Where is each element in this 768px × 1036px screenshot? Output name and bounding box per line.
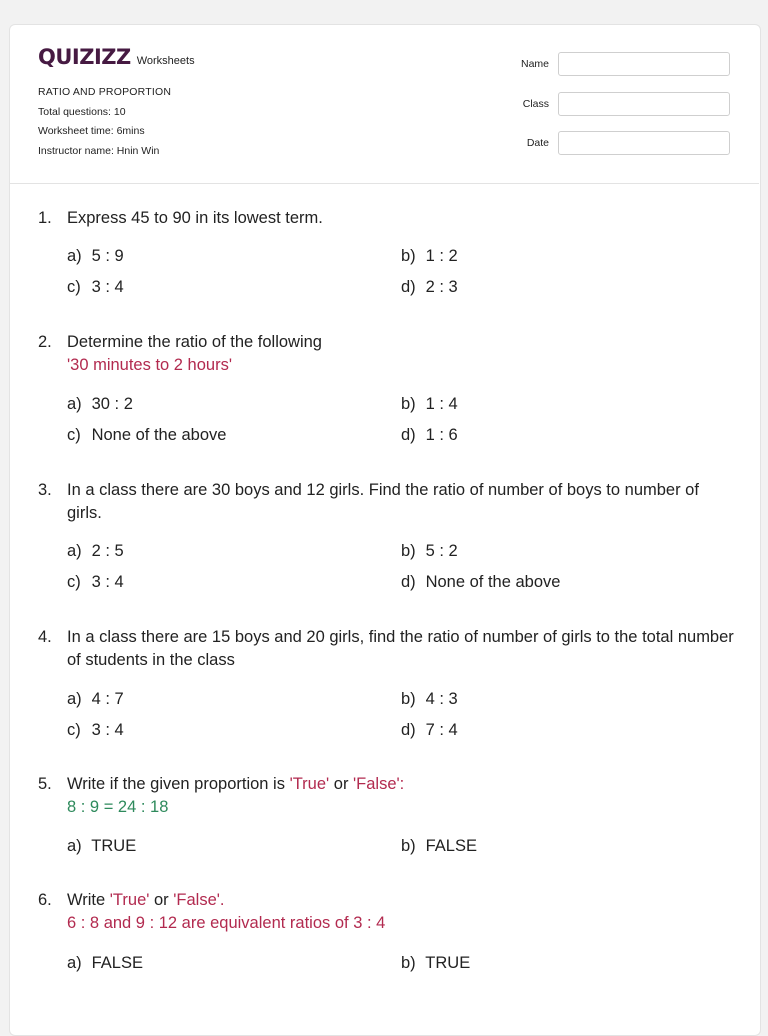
option-text: 4 : 3 bbox=[425, 690, 458, 708]
option-letter: b) bbox=[401, 837, 416, 855]
question-number: 5. bbox=[38, 775, 52, 793]
class-field-row bbox=[509, 92, 730, 116]
question-number: 6. bbox=[38, 891, 52, 909]
option-letter: d) bbox=[401, 573, 416, 591]
question-text: Write if the given proportion is bbox=[67, 775, 290, 793]
option-text: 4 : 7 bbox=[91, 690, 124, 708]
name-label: Name bbox=[520, 58, 549, 70]
option-letter: d) bbox=[401, 278, 416, 296]
option-a[interactable] bbox=[67, 393, 133, 416]
class-label: Class bbox=[522, 97, 549, 110]
worksheet-title: RATIO AND PROPORTION bbox=[38, 86, 172, 98]
option-letter: d) bbox=[401, 721, 416, 739]
quizizz-logo bbox=[38, 45, 195, 69]
option-a[interactable] bbox=[67, 952, 143, 975]
option-text: 3 : 4 bbox=[91, 721, 124, 739]
option-b[interactable] bbox=[401, 688, 458, 711]
question-number: 1. bbox=[38, 209, 52, 227]
date-label: Date bbox=[526, 137, 549, 149]
class-input[interactable] bbox=[558, 92, 730, 116]
option-text: None of the above bbox=[425, 573, 561, 591]
option-d[interactable] bbox=[401, 571, 560, 594]
option-letter: a) bbox=[67, 690, 82, 708]
option-text: 2 : 5 bbox=[91, 542, 124, 560]
option-text: None of the above bbox=[91, 426, 227, 444]
option-letter: a) bbox=[67, 247, 82, 265]
option-letter: c) bbox=[67, 426, 81, 444]
option-letter: b) bbox=[401, 954, 416, 972]
question-text: Express 45 to 90 in its lowest term. bbox=[67, 209, 323, 227]
option-letter: c) bbox=[67, 278, 81, 296]
name-field-row bbox=[509, 52, 730, 76]
option-letter: c) bbox=[67, 573, 81, 591]
worksheet-meta bbox=[38, 86, 171, 164]
logo-text: QUIZIZZ bbox=[38, 45, 131, 69]
option-text: FALSE bbox=[425, 837, 477, 855]
option-text: 2 : 3 bbox=[425, 278, 458, 296]
option-d[interactable] bbox=[401, 276, 458, 299]
question-text-block bbox=[67, 889, 735, 935]
name-input[interactable] bbox=[558, 52, 730, 76]
option-text: TRUE bbox=[425, 954, 471, 972]
worksheet-header bbox=[9, 24, 759, 184]
total-questions: Total questions: 10 bbox=[38, 105, 126, 118]
option-letter: c) bbox=[67, 721, 81, 739]
date-input[interactable] bbox=[558, 131, 730, 155]
question-number: 3. bbox=[38, 481, 52, 499]
option-d[interactable] bbox=[401, 719, 458, 742]
date-field-row bbox=[509, 131, 730, 155]
question-text: In a class there are 30 boys and 12 girls. Find the ratio of number of boys to number of girls. bbox=[67, 481, 699, 522]
option-text: 1 : 4 bbox=[425, 395, 458, 413]
option-text: FALSE bbox=[91, 954, 143, 972]
option-a[interactable] bbox=[67, 688, 124, 711]
option-letter: b) bbox=[401, 542, 416, 560]
question-text-block bbox=[67, 773, 735, 819]
option-letter: b) bbox=[401, 247, 416, 265]
option-letter: b) bbox=[401, 395, 416, 413]
instructor-name: Instructor name: Hnin Win bbox=[38, 144, 160, 157]
question-subtext: 8 : 9 = 24 : 18 bbox=[67, 798, 169, 816]
option-a[interactable] bbox=[67, 245, 124, 268]
question-subtext: '30 minutes to 2 hours' bbox=[67, 356, 232, 374]
option-a[interactable] bbox=[67, 540, 124, 563]
question-text-block bbox=[67, 331, 735, 377]
question-text-or: or bbox=[329, 775, 354, 793]
option-c[interactable] bbox=[67, 571, 124, 594]
option-b[interactable] bbox=[401, 835, 477, 858]
question-text: In a class there are 15 boys and 20 girls, find the ratio of number of girls to the total number of students in the class bbox=[67, 628, 734, 669]
option-text: 1 : 6 bbox=[425, 426, 458, 444]
option-text: TRUE bbox=[91, 837, 137, 855]
option-letter: a) bbox=[67, 837, 82, 855]
option-c[interactable] bbox=[67, 424, 226, 447]
option-letter: a) bbox=[67, 542, 82, 560]
option-c[interactable] bbox=[67, 719, 124, 742]
option-text: 30 : 2 bbox=[91, 395, 133, 413]
question-text-or: or bbox=[149, 891, 174, 909]
question-subtext: 6 : 8 and 9 : 12 are equivalent ratios of 3 : 4 bbox=[67, 914, 386, 932]
option-b[interactable] bbox=[401, 952, 470, 975]
false-keyword: 'False': bbox=[353, 775, 405, 793]
question-text: Determine the ratio of the following bbox=[67, 333, 322, 351]
option-b[interactable] bbox=[401, 393, 458, 416]
student-fields bbox=[509, 52, 730, 171]
option-text: 3 : 4 bbox=[91, 573, 124, 591]
option-d[interactable] bbox=[401, 424, 458, 447]
option-c[interactable] bbox=[67, 276, 124, 299]
option-a[interactable] bbox=[67, 835, 136, 858]
question-number: 4. bbox=[38, 628, 52, 646]
option-letter: a) bbox=[67, 395, 82, 413]
option-text: 3 : 4 bbox=[91, 278, 124, 296]
logo-subtitle: Worksheets bbox=[136, 55, 195, 67]
false-keyword: 'False'. bbox=[173, 891, 225, 909]
option-text: 1 : 2 bbox=[425, 247, 458, 265]
true-keyword: 'True' bbox=[289, 775, 330, 793]
worksheet-time: Worksheet time: 6mins bbox=[38, 125, 145, 137]
option-letter: a) bbox=[67, 954, 82, 972]
option-text: 7 : 4 bbox=[425, 721, 458, 739]
option-letter: d) bbox=[401, 426, 416, 444]
option-text: 5 : 2 bbox=[425, 542, 458, 560]
option-text: 5 : 9 bbox=[91, 247, 124, 265]
option-b[interactable] bbox=[401, 540, 458, 563]
question-text: Write bbox=[67, 891, 110, 909]
option-letter: b) bbox=[401, 690, 416, 708]
option-b[interactable] bbox=[401, 245, 458, 268]
true-keyword: 'True' bbox=[109, 891, 150, 909]
question-number: 2. bbox=[38, 333, 52, 351]
